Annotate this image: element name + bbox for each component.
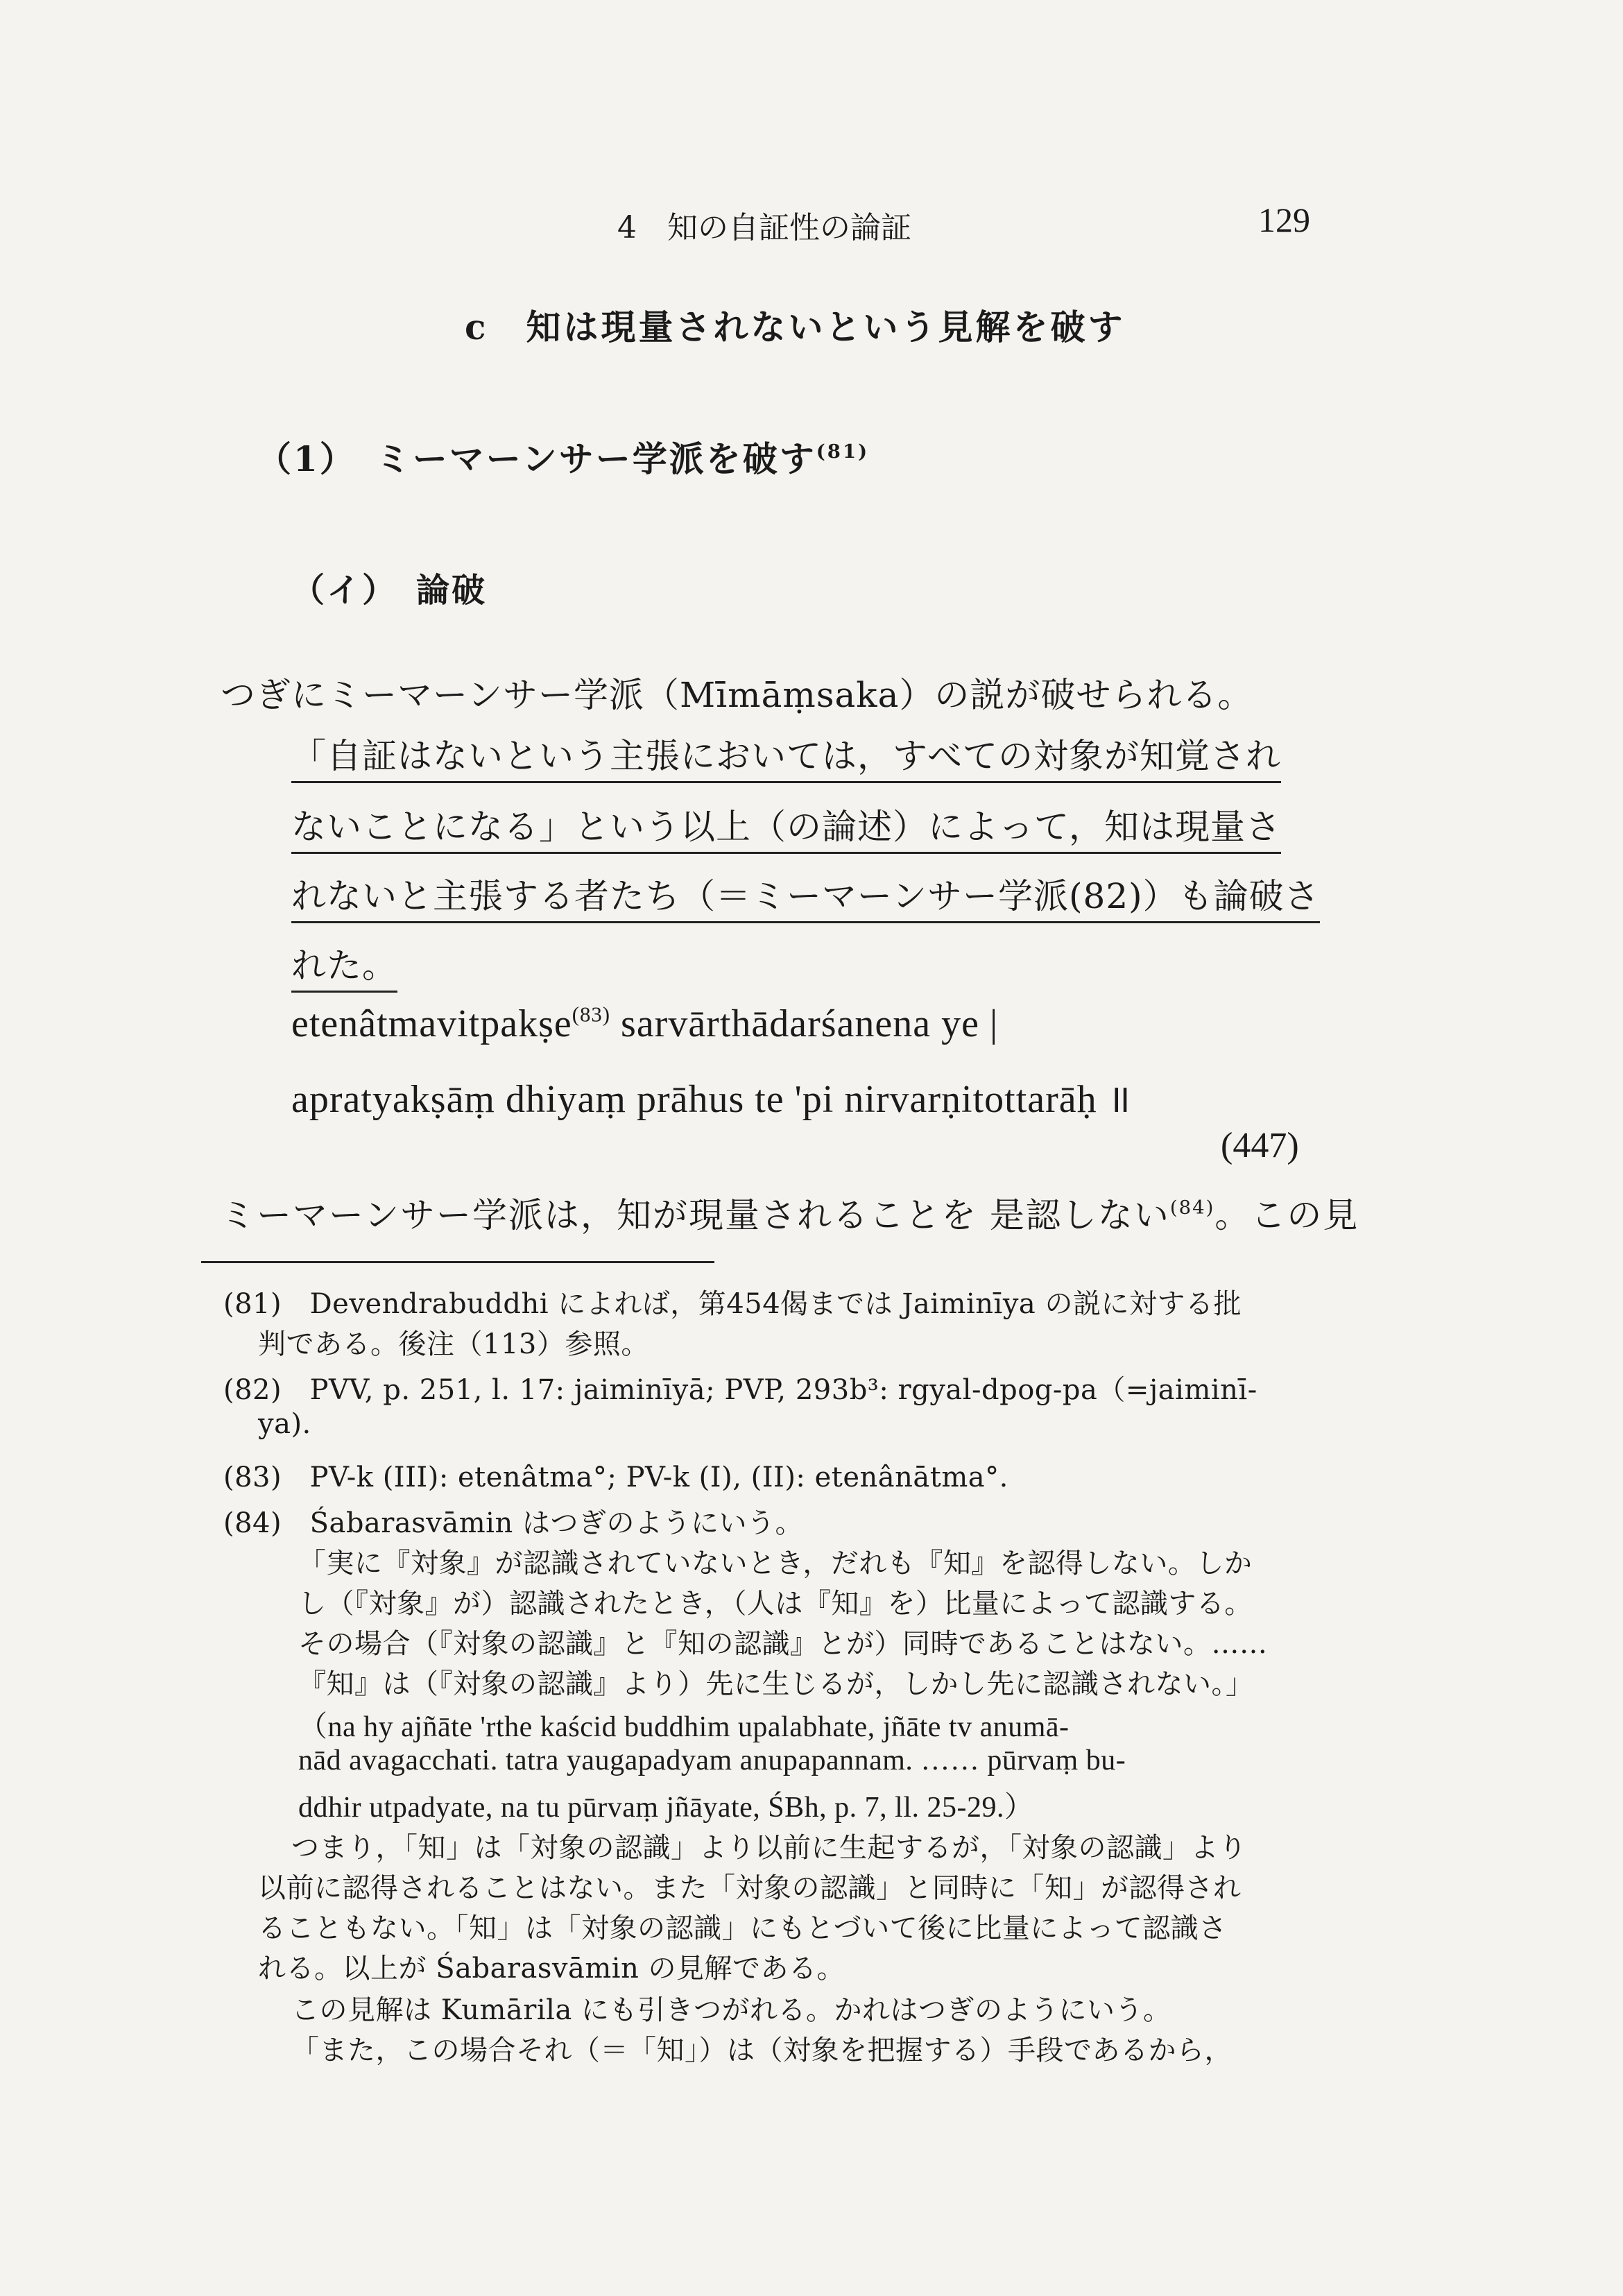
verse-translation-line-1: 「自証はないという主張においては，すべての対象が知覚され bbox=[291, 728, 1281, 783]
verse-sanskrit-1b: sarvārthādarśanena ye | bbox=[610, 1002, 999, 1045]
footnote-84-para-line-1: つまり，「知」は「対象の認識」より以前に生起するが，「対象の認識」より bbox=[291, 1832, 1247, 1864]
verse-sanskrit-line-2: apratyakṣāṃ dhiyaṃ prāhus te 'pi nirvarṇitottarāḥ ॥ bbox=[291, 1078, 1132, 1121]
footnote-84-quote-line-4: 『知』は（『対象の認識』より）先に生じるが，しかし先に認識されない。」 bbox=[298, 1668, 1254, 1700]
footnote-84-para-line-5: この見解は Kumārila にも引きつがれる。かれはつぎのようにいう。 bbox=[291, 1994, 1171, 2026]
footnote-84: (84) Śabarasvāmin はつぎのようにいう。 bbox=[223, 1507, 803, 1539]
verse-translation-line-4: れた。 bbox=[291, 938, 397, 993]
footnote-84-para-line-4: れる。以上が Śabarasvāmin の見解である。 bbox=[258, 1953, 845, 1985]
subsection-note-ref: (81) bbox=[816, 440, 870, 463]
footnote-82-line-2: ya). bbox=[258, 1408, 311, 1440]
body-lead-paragraph: つぎにミーマーンサー学派（Mīmāṃsaka）の説が破せられる。 bbox=[221, 675, 1253, 715]
footnote-84-para-line-2: 以前に認得されることはない。また「対象の認識」と同時に「知」が認得され bbox=[258, 1872, 1242, 1904]
footnote-83: (83) PV-k (III): etenâtma°; PV-k (I), (II): etenânātma°. bbox=[223, 1462, 1008, 1493]
footnote-84-quote-line-5: （na hy ajñāte 'rthe kaścid buddhim upalabhate, jñāte tv anumā- bbox=[298, 1711, 1070, 1743]
footnote-81-line-2: 判である。後注（113）参照。 bbox=[258, 1328, 649, 1360]
running-header-chapter: 4 知の自証性の論証 bbox=[617, 210, 911, 246]
verse-number: (447) bbox=[1221, 1126, 1299, 1165]
page-number: 129 bbox=[1258, 200, 1310, 239]
footnote-84-quote-line-3: その場合（『対象の認識』と『知の認識』とが）同時であることはない。…… bbox=[298, 1628, 1268, 1660]
subsection-title-text: （1） ミーマーンサー学派を破す bbox=[257, 438, 816, 479]
body-tail-b: 。この見 bbox=[1214, 1195, 1359, 1235]
verse-translation-line-3: れないと主張する者たち（＝ミーマーンサー学派(82)）も論破さ bbox=[291, 868, 1320, 923]
footnote-84-para-line-6: 「また，この場合それ（＝「知」）は（対象を把握する）手段であるから， bbox=[291, 2034, 1233, 2066]
footnote-84-quote-line-7: ddhir utpadyate, na tu pūrvaṃ jñāyate, ŚBh, p. 7, ll. 25-29.） bbox=[298, 1792, 1034, 1824]
footnote-82-line-1: (82) PVV, p. 251, l. 17: jaiminīyā; PVP, 293b³: rgyal-dpog-pa（=jaiminī- bbox=[223, 1374, 1257, 1406]
footnote-84-quote-line-1: 「実に『対象』が認識されていないとき，だれも『知』を認得しない。しか bbox=[298, 1548, 1253, 1579]
verse-translation-line-2: ないことになる」という以上（の論述）によって，知は現量さ bbox=[291, 799, 1281, 854]
footnote-divider bbox=[201, 1261, 714, 1263]
verse-sanskrit-note-ref: (83) bbox=[572, 1002, 611, 1027]
verse-sanskrit-line-1 bbox=[291, 1002, 998, 1046]
body-tail-paragraph bbox=[221, 1188, 1359, 1237]
verse-sanskrit-1a: etenâtmavitpakṣe bbox=[291, 1002, 572, 1045]
footnote-84-quote-line-2: し（『対象』が）認識されたとき，（人は『知』を）比量によって認識する。 bbox=[298, 1588, 1253, 1620]
body-tail-note-ref: (84) bbox=[1169, 1196, 1215, 1219]
subsubsection-title: （イ） 論破 bbox=[291, 571, 488, 610]
footnote-84-para-line-3: ることもない。「知」は「対象の認識」にもとづいて後に比量によって認識さ bbox=[258, 1912, 1227, 1944]
footnote-84-quote-line-6: nād avagacchati. tatra yaugapadyam anupapannam. …… pūrvaṃ bu- bbox=[298, 1745, 1126, 1776]
section-title: c 知は現量されないという見解を破す bbox=[465, 307, 1126, 348]
body-tail-a: ミーマーンサー学派は，知が現量されることを 是認しない bbox=[221, 1195, 1170, 1235]
subsection-title bbox=[257, 431, 869, 481]
footnote-81-line-1: (81) Devendrabuddhi によれば，第454偈までは Jaiminīya の説に対する批 bbox=[223, 1288, 1242, 1320]
